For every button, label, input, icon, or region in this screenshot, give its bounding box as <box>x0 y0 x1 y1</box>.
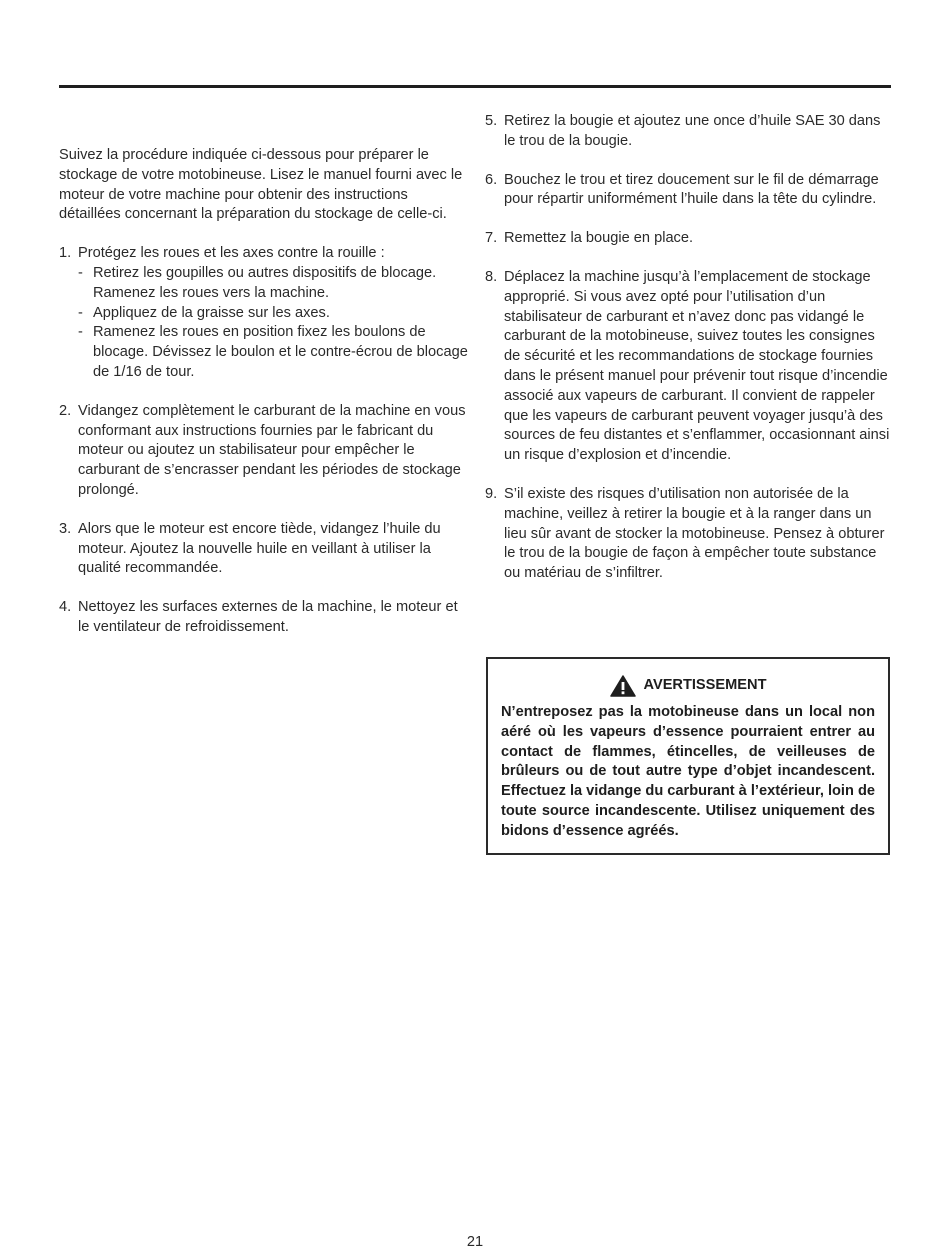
sub-item-text: Ramenez les roues en position fixez les boulons de blocage. Dévissez le boulon et le contre-écrou de blocage de 1/16 de tour. <box>93 324 468 380</box>
step-number: 5. <box>485 113 498 129</box>
dash-bullet: - <box>78 304 83 321</box>
intro-paragraph: Suivez la procédure indiquée ci-dessous pour préparer le stockage de votre motobineuse. Lisez le manuel fourni avec le moteur de votre machine pour obtenir des instructions détaillées concernant la préparation du stockage de celle-ci. <box>59 147 463 223</box>
sub-list-item <box>78 264 469 304</box>
step-number: 6. <box>485 171 498 188</box>
warning-header <box>501 675 875 697</box>
step-number: 7. <box>485 230 498 247</box>
list-item-step-5 <box>485 112 895 152</box>
top-rule <box>59 85 891 88</box>
step-number: 2. <box>59 402 72 419</box>
step-number: 8. <box>485 268 498 285</box>
list-item-step-7 <box>485 229 895 249</box>
list-item-step-9 <box>485 485 895 584</box>
sub-list-item <box>78 304 469 324</box>
right-column <box>485 112 895 603</box>
step-text: Alors que le moteur est encore tiède, vidangez l’huile du moteur. Ajoutez la nouvelle huile en veillant à utiliser la qualité recommandée. <box>78 520 441 577</box>
sub-item-text: Appliquez de la graisse sur les axes. <box>93 304 330 321</box>
step-number: 3. <box>59 520 72 537</box>
list-item-step-4 <box>59 598 469 638</box>
step-text: Vidangez complètement le carburant de la machine en vous conformant aux instructions fournies par le fabricant du moteur ou ajoutez un stabilisateur pour empêcher le carburant de s’encrasser pendant les périodes de stockage prolongé. <box>78 402 466 498</box>
warning-text: N’entreposez pas la motobineuse dans un local non aéré où les vapeurs d’essence pourraient entrer au contact de flammes, étincelles, de veilleuses de brûleurs ou de tout autre type d’objet incandescent. Effectuez la vidange du carburant à l’extérieur, loin de toute source incandescente. Utilisez uniquement des bidons d’essence agréés. <box>501 704 875 839</box>
step-text: Bouchez le trou et tirez doucement sur le fil de démarrage pour répartir uniformément l’huile dans la tête du cylindre. <box>504 171 879 208</box>
step-text: Retirez la bougie et ajoutez une once d’huile SAE 30 dans le trou de la bougie. <box>504 113 881 149</box>
list-item-step-1 <box>59 244 469 383</box>
list-item-step-2 <box>59 402 469 501</box>
sub-list <box>78 264 469 383</box>
warning-box <box>486 657 890 855</box>
step-number: 1. <box>59 245 72 262</box>
warning-triangle-icon <box>610 675 636 697</box>
step-body <box>78 244 469 383</box>
step-text: Déplacez la machine jusqu’à l’emplacement de stockage approprié. Si vous avez opté pour l’utilisation d’un stabilisateur de carburant et n’avez donc pas vidangé le carburant de la motobineuse, suivez toutes les consignes de sécurité et les recommandations de stockage fournies dans le présent manuel pour prévenir tout risque d’incendie associé aux vapeurs de carburant. Il convient de rappeler que les vapeurs de carburant peuvent voyager jusqu’à des sources de feu distantes et s’enflammer, occasionnant ainsi un risque d’explosion et d’incendie. <box>504 268 890 464</box>
step-number: 9. <box>485 485 498 502</box>
list-item-step-6 <box>485 171 895 211</box>
left-column <box>59 146 469 657</box>
page-number: 21 <box>466 1234 484 1250</box>
step-text: Nettoyez les surfaces externes de la machine, le moteur et le ventilateur de refroidissement. <box>78 599 458 635</box>
step-text: S’il existe des risques d’utilisation non autorisée de la machine, veillez à retirer la bougie et à la ranger dans un lieu sûr avant de stocker la motobineuse. Pensez à obturer le trou de la bougie de façon à empêcher toute substance ou matériau de s’infiltrer. <box>504 485 885 582</box>
step-number: 4. <box>59 599 72 616</box>
dash-bullet: - <box>78 264 83 281</box>
list-item-step-3 <box>59 520 469 579</box>
warning-title: AVERTISSEMENT <box>643 677 767 694</box>
sub-item-text: Retirez les goupilles ou autres dispositifs de blocage. Ramenez les roues vers la machine. <box>93 264 437 301</box>
step-text: Remettez la bougie en place. <box>504 230 694 247</box>
sub-list-item <box>78 323 469 382</box>
list-item-step-8 <box>485 268 895 466</box>
step-text: Protégez les roues et les axes contre la rouille : <box>78 245 385 262</box>
dash-bullet: - <box>78 324 83 341</box>
